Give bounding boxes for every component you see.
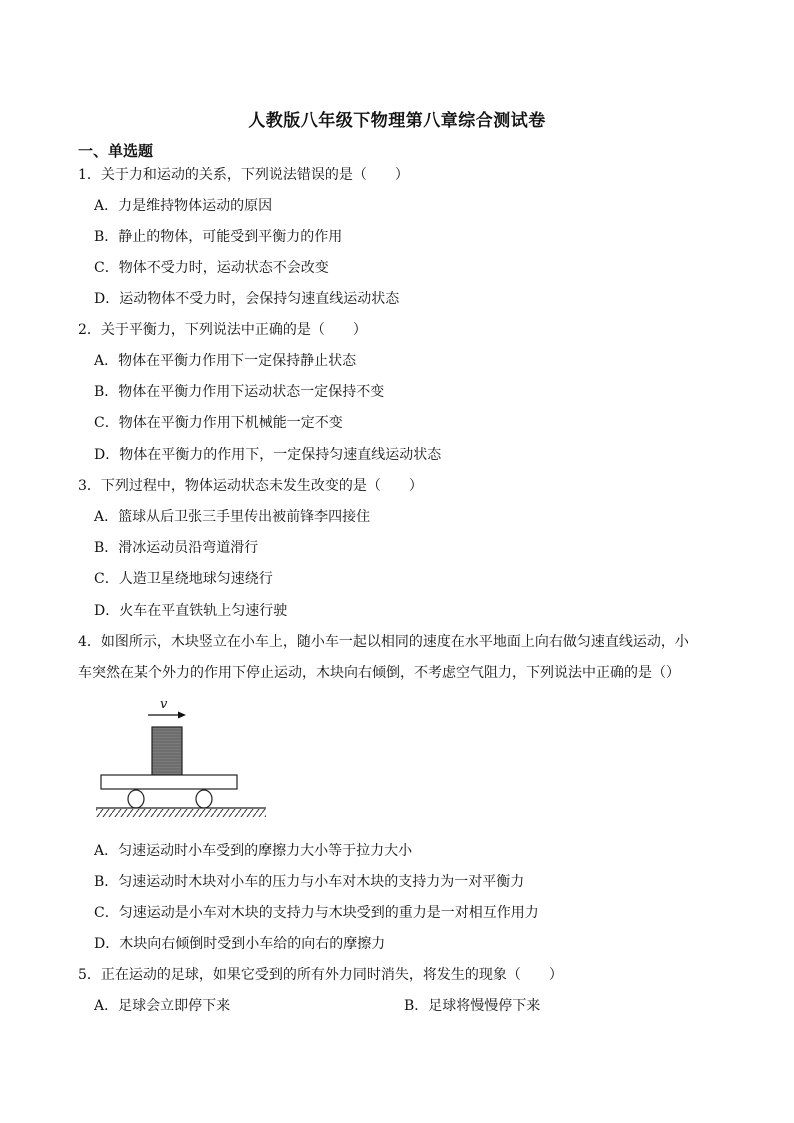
question-1-option-a: A．力是维持物体运动的原因	[94, 198, 273, 214]
velocity-arrow-head	[178, 712, 186, 719]
question-3-option-a: A．篮球从后卫张三手里传出被前锋李四接住	[94, 509, 371, 525]
cart-platform	[101, 775, 237, 789]
question-4-option-b: B．匀速运动时木块对小车的压力与小车对木块的支持力为一对平衡力	[94, 874, 525, 890]
cart-wheel-right	[196, 790, 212, 808]
question-4-option-d: D．木块向右倾倒时受到小车给的向右的摩擦力	[94, 936, 386, 952]
section-heading: 一、单选题	[78, 142, 154, 160]
question-2-option-c: C．物体在平衡力作用下机械能一定不变	[94, 415, 343, 431]
question-1-option-c: C．物体不受力时，运动状态不会改变	[94, 260, 329, 276]
question-2-option-a: A．物体在平衡力作用下一定保持静止状态	[94, 353, 357, 369]
question-4-option-a: A．匀速运动时小车受到的摩擦力大小等于拉力大小	[94, 843, 413, 859]
question-4-stem-line-2: 车突然在某个外力的作用下停止运动，木块向右倾倒，不考虑空气阻力，下列说法中正确的是（）	[78, 665, 680, 681]
cart-wheel-left	[128, 790, 144, 808]
question-3-stem: 3．下列过程中，物体运动状态未发生改变的是（ ）	[78, 478, 423, 494]
question-2-stem: 2．关于平衡力，下列说法中正确的是（ ）	[78, 322, 367, 338]
ground-hatching	[96, 809, 266, 817]
question-4-stem-line-1: 4．如图所示，木块竖立在小车上，随小车一起以相同的速度在水平地面上向右做匀速直线运动，小	[78, 634, 689, 650]
question-4-option-c: C．匀速运动是小车对木块的支持力与木块受到的重力是一对相互作用力	[94, 905, 539, 921]
question-1-option-d: D．运动物体不受力时，会保持匀速直线运动状态	[94, 291, 400, 307]
wooden-block	[152, 727, 182, 775]
cart-block-figure	[94, 693, 269, 821]
question-1-stem: 1．关于力和运动的关系，下列说法错误的是（ ）	[78, 167, 409, 183]
question-5-option-b: B．足球将慢慢停下来	[404, 998, 541, 1014]
question-3-option-b: B．滑冰运动员沿弯道滑行	[94, 540, 259, 556]
page-title: 人教版八年级下物理第八章综合测试卷	[248, 111, 546, 131]
question-3-option-d: D．火车在平直铁轨上匀速行驶	[94, 603, 288, 619]
velocity-label: v	[160, 697, 168, 712]
question-5-stem: 5．正在运动的足球，如果它受到的所有外力同时消失，将发生的现象（ ）	[78, 967, 563, 983]
question-3-option-c: C．人造卫星绕地球匀速绕行	[94, 571, 273, 587]
question-2-option-d: D．物体在平衡力的作用下，一定保持匀速直线运动状态	[94, 447, 442, 463]
question-5-option-a: A．足球会立即停下来	[94, 998, 231, 1014]
question-1-option-b: B．静止的物体，可能受到平衡力的作用	[94, 229, 343, 245]
question-2-option-b: B．物体在平衡力作用下运动状态一定保持不变	[94, 384, 385, 400]
